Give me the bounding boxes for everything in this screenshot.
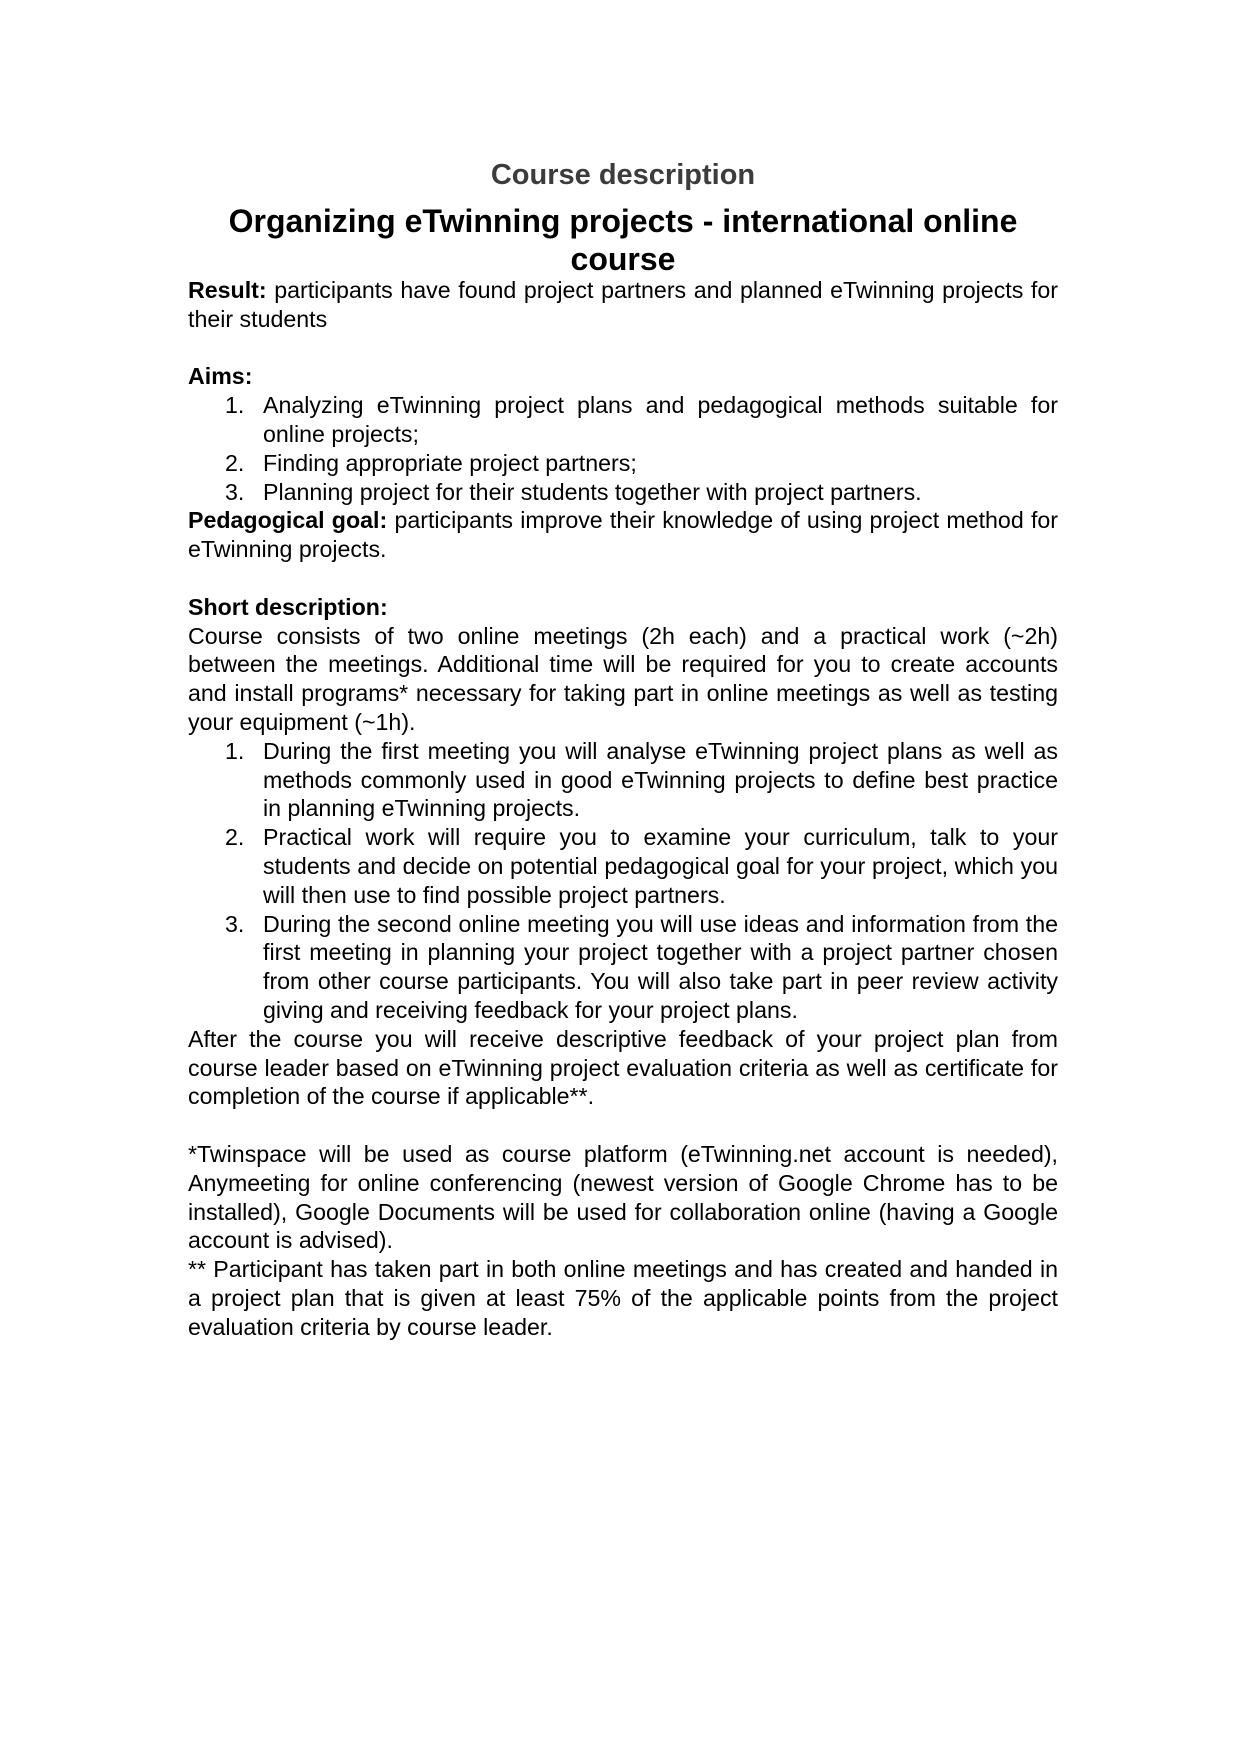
pedagogical-goal-label: Pedagogical goal: xyxy=(188,507,388,534)
list-item xyxy=(188,823,1058,909)
document-title: Organizing eTwinning projects - international online course xyxy=(228,203,1018,277)
list-number: 3. xyxy=(225,478,245,505)
list-item xyxy=(188,449,1058,478)
footnote-programs: *Twinspace will be used as course platform (eTwinning.net account is needed), Anymeeting for online conferencing (newest version of Google Chrome has to be installed), Google Documents will be used for collaboration online (having a Google account is advised). xyxy=(188,1140,1058,1254)
list-number: 3. xyxy=(225,910,245,937)
list-item-text: During the second online meeting you will use ideas and information from the first meeting in planning your project together with a project partner chosen from other course participants. You will also take part in peer review activity giving and receiving feedback for your project plans. xyxy=(263,910,1058,1023)
short-description-outro: After the course you will receive descriptive feedback of your project plan from course leader based on eTwinning project evaluation criteria as well as certificate for completion of the course if applicable**. xyxy=(188,1025,1058,1110)
aims-heading xyxy=(188,362,1058,391)
result-paragraph xyxy=(188,276,1058,334)
list-item xyxy=(188,391,1058,449)
short-description-label: Short description: xyxy=(188,593,388,620)
result-text: participants have found project partners and planned eTwinning projects for their students xyxy=(188,277,1058,332)
aims-label: Aims: xyxy=(188,363,253,390)
list-number: 2. xyxy=(225,824,245,851)
list-item xyxy=(188,737,1058,823)
pedagogical-goal-paragraph xyxy=(188,506,1058,564)
list-item-text: Practical work will require you to examine your curriculum, talk to your students and decide on potential pedagogical goal for your project, which you will then use to find possible project partners. xyxy=(263,824,1058,908)
list-item-text: During the first meeting you will analyse eTwinning project plans as well as methods commonly used in good eTwinning projects to define best practice in planning eTwinning projects. xyxy=(263,737,1058,822)
short-description-intro: Course consists of two online meetings (2h each) and a practical work (~2h) between the meetings. Additional time will be required for you to create accounts and install programs* necessary for taking part in online meetings as well as testing your equipment (~1h). xyxy=(188,622,1058,735)
aims-list xyxy=(188,391,1058,506)
document-body xyxy=(188,276,1058,1341)
list-item xyxy=(188,910,1058,1025)
pedagogical-goal-text: participants improve their knowledge of using project method for eTwinning projects. xyxy=(188,507,1058,563)
footnote-certificate: ** Participant has taken part in both online meetings and has created and handed in a project plan that is given at least 75% of the applicable points from the project evaluation criteria by course leader. xyxy=(188,1256,1058,1340)
list-item-text: Analyzing eTwinning project plans and pedagogical methods suitable for online projects; xyxy=(263,392,1058,447)
short-description-list xyxy=(188,737,1058,1025)
list-item-text: Finding appropriate project partners; xyxy=(263,449,637,476)
short-description-heading xyxy=(188,593,1058,622)
list-item xyxy=(188,478,1058,507)
list-number: 2. xyxy=(225,449,245,476)
list-number: 1. xyxy=(225,392,245,419)
document-type-heading: Course description xyxy=(490,159,756,191)
list-item-text: Planning project for their students together with project partners. xyxy=(263,478,922,505)
list-number: 1. xyxy=(225,737,245,764)
result-label: Result: xyxy=(188,277,267,303)
